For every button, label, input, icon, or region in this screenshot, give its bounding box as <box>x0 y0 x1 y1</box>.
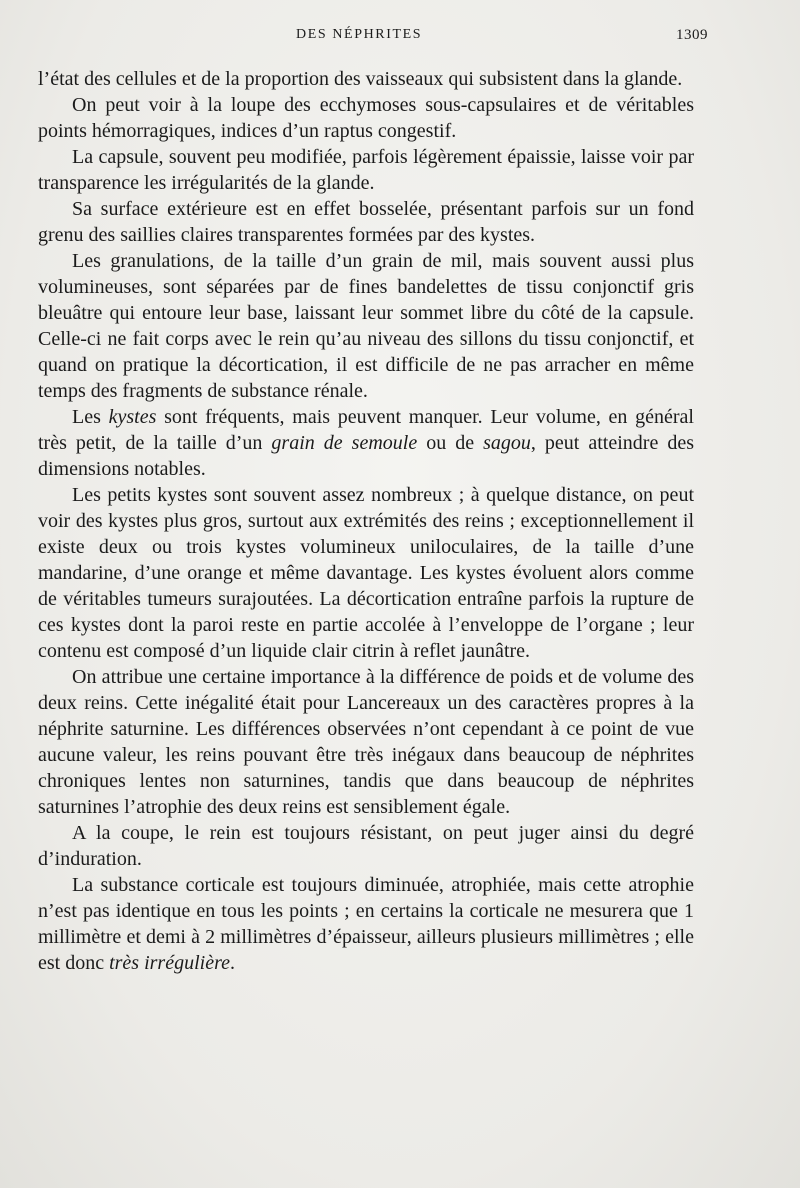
page-header <box>38 27 708 47</box>
page-number: 1309 <box>676 27 708 43</box>
paragraph <box>38 482 694 664</box>
paragraph <box>38 196 694 248</box>
paragraph-text: l’état des cellules et de la proportion des vaisseaux qui subsistent dans la glande. <box>38 68 683 90</box>
italic-text: sagou <box>483 432 531 454</box>
paragraph <box>38 820 694 872</box>
paragraph-text: La capsule, souvent peu modifiée, parfois légèrement épaissie, laisse voir par transparence les irrégularités de la glande. <box>38 146 694 194</box>
paragraph-text: On peut voir à la loupe des ecchymoses sous-capsulaires et de véritables points hémorragiques, indices d’un raptus congestif. <box>38 94 694 142</box>
paragraph-text: Sa surface extérieure est en effet bosselée, présentant parfois sur un fond grenu des saillies claires transparentes formées par des kystes. <box>38 198 694 246</box>
body-text <box>38 66 694 976</box>
paragraph <box>38 248 694 404</box>
paragraph <box>38 664 694 820</box>
paragraph-text: Les petits kystes sont souvent assez nombreux ; à quelque distance, on peut voir des kystes plus gros, surtout aux extrémités des reins ; exceptionnellement il existe deux ou trois kystes volumineux uniloculaires, de la taille d’une mandarine, d’une orange et même davantage. Les kystes évoluent alors comme de véritables tumeurs surajoutées. La décortication entraîne parfois la rupture de ces kystes dont la paroi reste en partie accolée à l’enveloppe de l’organe ; leur contenu est composé d’un liquide clair citrin à reflet jaunâtre. <box>38 484 694 662</box>
italic-text: très irrégulière <box>109 952 231 974</box>
paragraph-text: sont fréquents, mais peuvent manquer. Leur volume, en général très petit, de la taille d’un <box>38 406 694 454</box>
paragraph-text: . <box>230 952 236 974</box>
paragraph <box>38 404 694 482</box>
paragraph-text: Les <box>72 406 109 428</box>
paragraph <box>38 66 694 92</box>
paragraph-text: La substance corticale est toujours diminuée, atrophiée, mais cette atrophie n’est pas identique en tous les points ; en certains la corticale ne mesurera que 1 millimètre et demi à 2 millimètres d’épaisseur, ailleurs plusieurs millimètres ; elle est donc <box>38 874 694 974</box>
paragraph-text: ou de <box>417 432 484 454</box>
paragraph-text: A la coupe, le rein est toujours résistant, on peut juger ainsi du degré d’induration. <box>38 822 694 870</box>
italic-text: grain de semoule <box>271 432 418 454</box>
paragraph <box>38 92 694 144</box>
paragraph <box>38 872 694 976</box>
italic-text: kystes <box>108 406 157 428</box>
paragraph-text: , peut atteindre des dimensions notables. <box>38 432 694 480</box>
paragraph-text: Les granulations, de la taille d’un grain de mil, mais souvent aussi plus volumineuses, sont séparées par de fines bandelettes de tissu conjonctif gris bleuâtre qui entoure leur base, laissant leur sommet libre du côté de la capsule. Celle-ci ne fait corps avec le rein qu’au niveau des sillons du tissu conjonctif, et quand on pratique la décortication, il est difficile de ne pas arracher en même temps des fragments de substance rénale. <box>38 250 694 402</box>
paragraph <box>38 144 694 196</box>
paragraph-text: On attribue une certaine importance à la différence de poids et de volume des deux reins. Cette inégalité était pour Lancereaux un des caractères propres à la néphrite saturnine. Les différences observées n’ont cependant à ce point de vue aucune valeur, les reins pouvant être très inégaux dans beaucoup de néphrites chroniques lentes non saturnines, tandis que dans beaucoup de néphrites saturnines l’atrophie des deux reins est sensiblement égale. <box>38 666 694 818</box>
running-title: DES NÉPHRITES <box>296 27 423 42</box>
